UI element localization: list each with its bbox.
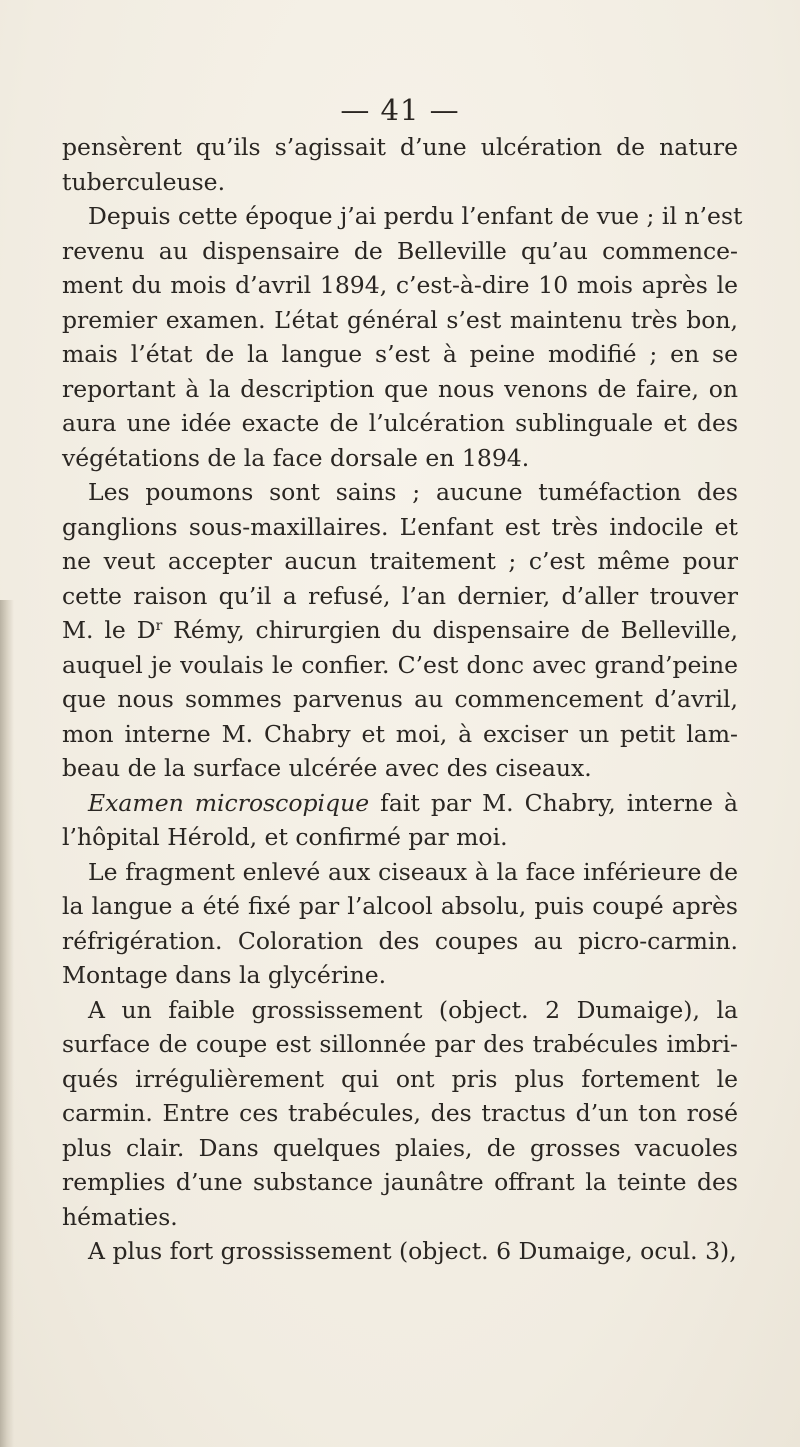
text-line: végétations de la face dorsale en 1894. — [62, 443, 530, 472]
text-line: hématies. — [62, 1202, 178, 1231]
text-line: ment du mois d’avril 1894, c’est-à-dire 10 mois après le — [62, 271, 738, 299]
text-fragment: Rémy, chirurgien du dispensaire de Belleville, — [162, 616, 738, 644]
text-line: plus clair. Dans quelques plaies, de grosses vacuoles — [62, 1133, 738, 1162]
text-line: A un faible grossissement (object. 2 Dumaige), la — [88, 995, 738, 1024]
text-line: reportant à la description que nous venons de faire, on — [62, 374, 738, 403]
text-fragment: fait par M. Chabry, interne à — [369, 788, 739, 817]
text-line: réfrigération. Coloration des coupes au picro-carmin. — [62, 926, 738, 955]
text-line: l’hôpital Hérold, et confirmé par moi. — [62, 823, 508, 851]
text-line — [62, 786, 738, 821]
text-line: A plus fort grossissement (object. 6 Dumaige, ocul. 3), — [88, 1237, 737, 1265]
text-line: que nous sommes parvenus au commencement d’avril, — [62, 685, 738, 713]
text-line: Depuis cette époque j’ai perdu l’enfant de vue ; il n’est — [88, 202, 743, 230]
text-line: Montage dans la glycérine. — [62, 961, 387, 989]
binding-shadow — [0, 600, 14, 1447]
text-line: cette raison qu’il a refusé, l’an dernier, d’aller trouver — [62, 581, 738, 610]
text-line: mais l’état de la langue s’est à peine modifié ; en se — [62, 340, 738, 368]
text-line: pensèrent qu’ils s’agissait d’une ulcération de nature — [62, 133, 738, 161]
text-line: Les poumons sont sains ; aucune tuméfaction des — [88, 478, 738, 506]
text-line — [62, 613, 738, 648]
text-line: ne veut accepter aucun traitement ; c’est même pour — [62, 547, 738, 575]
text-line: aura une idée exacte de l’ulcération sublinguale et des — [62, 409, 738, 437]
text-line: tuberculeuse. — [62, 167, 226, 196]
italic-heading: Examen microscopique — [88, 788, 370, 817]
text-line: beau de la surface ulcérée avec des ciseaux. — [62, 754, 592, 782]
body-text — [62, 130, 743, 1269]
text-line: surface de coupe est sillonnée par des trabécules imbri- — [62, 1030, 738, 1058]
text-line: mon interne M. Chabry et moi, à exciser un petit lam- — [62, 719, 738, 748]
text-fragment: M. le D — [62, 616, 156, 644]
text-line: premier examen. L’état général s’est maintenu très bon, — [62, 305, 738, 334]
text-line: auquel je voulais le confier. C’est donc avec grand’peine — [62, 650, 738, 679]
text-line: carmin. Entre ces trabécules, des tractus d’un ton rosé — [62, 1099, 738, 1127]
superscript: r — [155, 618, 163, 634]
text-line: qués irrégulièrement qui ont pris plus fortement le — [62, 1064, 738, 1093]
page-number: — 41 — — [340, 93, 460, 127]
text-line: revenu au dispensaire de Belleville qu’au commence- — [62, 236, 738, 265]
text-line: ganglions sous-maxillaires. L’enfant est très indocile et — [62, 512, 738, 541]
text-line: la langue a été fixé par l’alcool absolu, puis coupé après — [62, 892, 738, 920]
text-line: remplies d’une substance jaunâtre offrant la teinte des — [62, 1168, 738, 1196]
text-line: Le fragment enlevé aux ciseaux à la face inférieure de — [88, 857, 738, 886]
